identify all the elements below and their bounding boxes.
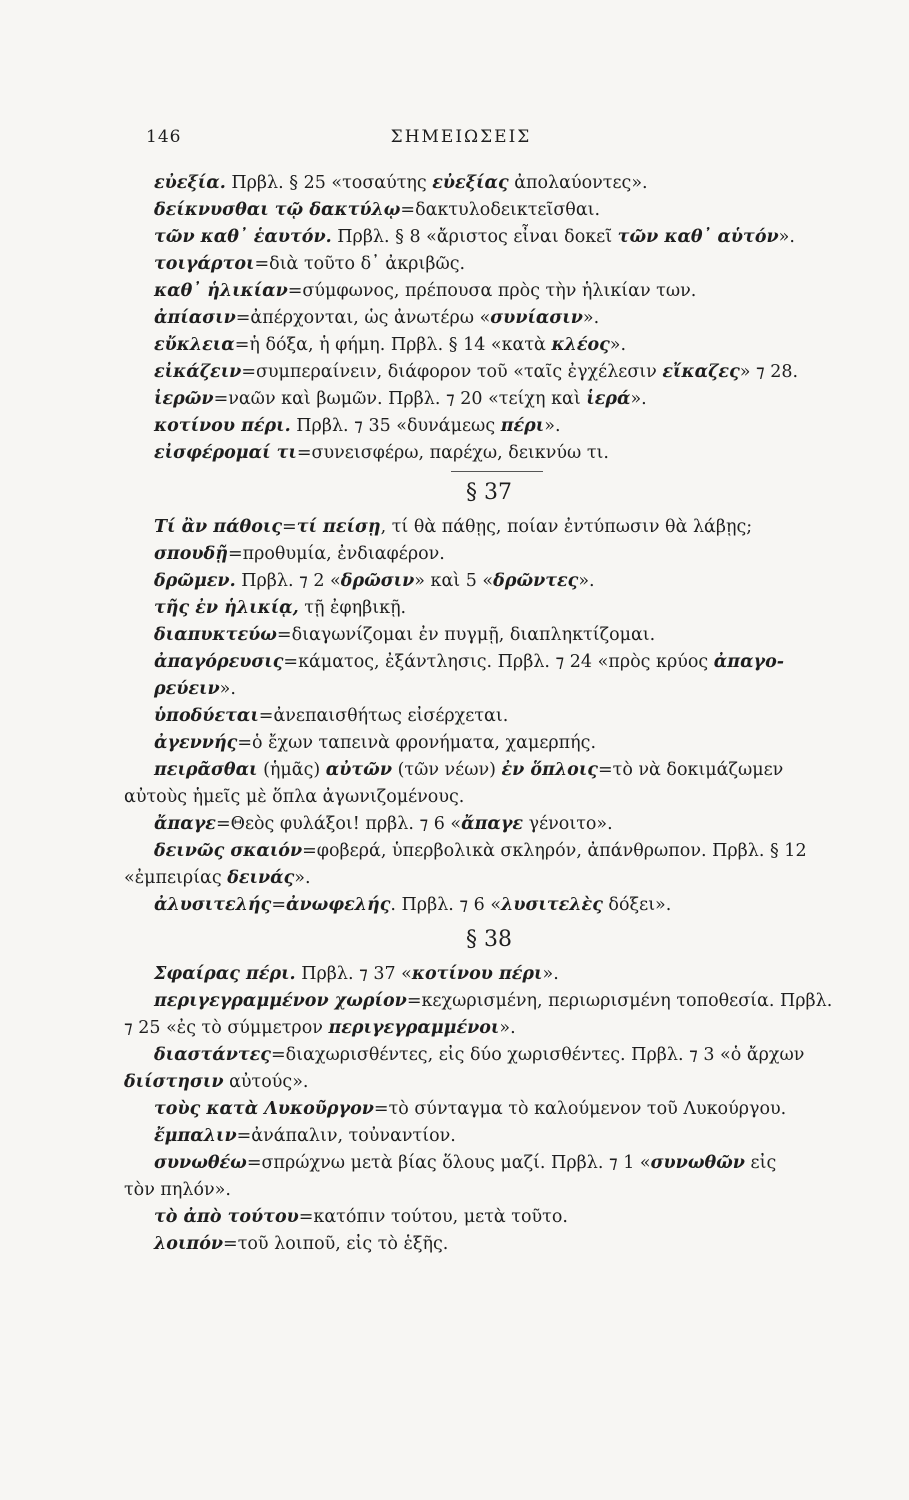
note-line — [154, 224, 879, 251]
note-line — [154, 413, 879, 440]
lemma-term: ἐν ὅπλοις — [501, 760, 598, 780]
gloss-text: εἰς — [744, 1153, 777, 1173]
lemma-term: διίστησιν — [124, 1072, 224, 1092]
gloss-text: =διὰ τοῦτο δ᾽ ἀκριβῶς. — [254, 254, 466, 274]
gloss-text: ». — [630, 389, 647, 409]
gloss-text: ». — [542, 964, 559, 984]
lemma-term: δεινάς — [227, 868, 295, 888]
lemma-term: ἀπαγο- — [713, 652, 785, 672]
lemma-term: δεινῶς σκαιόν — [154, 841, 303, 861]
gloss-text: Πρβλ. § 25 «τοσαύτης — [225, 173, 433, 193]
gloss-text: = — [271, 895, 286, 915]
gloss-text: =συμπεραίνειν, διάφορον τοῦ «ταῖς ἐγχέλεσιν — [241, 362, 663, 382]
lemma-term: πειρᾶσθαι — [154, 760, 258, 780]
gloss-text: =διαγωνίζομαι ἐν πυγμῇ, διαπληκτίζομαι. — [276, 625, 656, 645]
lemma-term: ἀλυσιτελής — [154, 895, 272, 915]
lemma-term: συνωθῶν — [650, 1153, 745, 1173]
note-line — [124, 1015, 879, 1042]
gloss-text: δόξει». — [602, 895, 672, 915]
gloss-text: ». — [578, 571, 595, 591]
note-line — [154, 359, 879, 386]
gloss-text: =Θεὸς φυλάξοι! πρβλ. ⁊ 6 « — [215, 814, 462, 834]
gloss-text: =ἡ δόξα, ἡ φήμη. Πρβλ. § 14 «κατὰ — [234, 335, 552, 355]
lemma-term: αὐτῶν — [325, 760, 392, 780]
gloss-text: =ὁ ἔχων ταπεινὰ φρονήματα, χαμερπής. — [237, 733, 597, 753]
gloss-text: «ἐμπειρίας — [124, 868, 228, 888]
gloss-text: (τῶν νέων) — [392, 760, 502, 780]
gloss-text: =διαχωρισθέντες, εἰς δύο χωρισθέντες. Πρβλ. ⁊ 3 «ὁ ἄρχων — [270, 1045, 805, 1065]
notes-block-38 — [124, 961, 879, 1258]
note-line — [154, 170, 879, 197]
note-line — [154, 1150, 879, 1177]
gloss-text: =κεχωρισμένη, περιωρισμένη τοποθεσία. Πρβλ. — [406, 991, 833, 1011]
note-line — [154, 961, 879, 988]
lemma-term: ρεύειν — [154, 679, 220, 699]
gloss-text: » καὶ 5 « — [414, 571, 494, 591]
gloss-text: ». — [294, 868, 311, 888]
gloss-text: ἀπολαύοντες». — [508, 173, 648, 193]
note-line — [154, 278, 879, 305]
gloss-text: (ἡμᾶς) — [257, 760, 326, 780]
lemma-term: κοτίνου πέρι — [411, 964, 543, 984]
note-line — [154, 440, 879, 467]
lemma-term: εἰκάζειν — [154, 362, 242, 382]
note-line — [154, 676, 879, 703]
gloss-text: =σπρώχνω μετὰ βίας ὅλους μαζί. Πρβλ. ⁊ 1 « — [246, 1153, 651, 1173]
note-line — [154, 251, 879, 278]
lemma-term: καθ᾽ ἡλικίαν — [154, 281, 288, 301]
gloss-text: =ἀνάπαλιν, τοὐναντίον. — [236, 1126, 456, 1146]
lemma-term: ἀπαγόρευσις — [154, 652, 284, 672]
lemma-term: πέρι — [500, 416, 545, 436]
lemma-term: ἀγεννής — [154, 733, 238, 753]
gloss-text: αὐτοὺς ἡμεῖς μὲ ὅπλα ἀγωνιζομένους. — [124, 787, 465, 807]
lemma-term: διαπυκτεύω — [154, 625, 277, 645]
gloss-text: =κατόπιν τούτου, μετὰ τοῦτο. — [298, 1207, 568, 1227]
note-line — [154, 541, 879, 568]
gloss-text: . Πρβλ. ⁊ 6 « — [390, 895, 502, 915]
lemma-term: εἰσφέρομαί τι — [154, 443, 297, 463]
gloss-text: ». — [582, 308, 600, 328]
note-line — [154, 1042, 879, 1069]
gloss-text: ». — [499, 1018, 516, 1038]
gloss-text: =σύμφωνος, πρέπουσα πρὸς τὴν ἡλικίαν των. — [287, 281, 697, 301]
gloss-text: αὐτούς». — [223, 1072, 309, 1092]
page-number: 146 — [146, 127, 182, 147]
gloss-text: Πρβλ. ⁊ 37 « — [295, 964, 412, 984]
gloss-text: =συνεισφέρω, παρέχω, δεικνύω τι. — [296, 443, 609, 463]
note-line — [154, 703, 879, 730]
note-line — [154, 332, 879, 359]
note-line — [124, 865, 879, 892]
gloss-text: Πρβλ. ⁊ 2 « — [235, 571, 341, 591]
gloss-text: =ναῶν καὶ βωμῶν. Πρβλ. ⁊ 20 «τείχη καὶ — [213, 389, 587, 409]
gloss-text: ». — [609, 335, 627, 355]
gloss-text: ». — [778, 227, 795, 247]
page-header — [146, 127, 776, 155]
lemma-term: Σφαίρας πέρι. — [154, 964, 296, 984]
lemma-term: τί πείσῃ — [296, 517, 381, 537]
note-line — [154, 595, 879, 622]
gloss-text: =φοβερά, ὑπερβολικὰ σκληρόν, ἀπάνθρωπον. Πρβλ. § 12 — [302, 841, 807, 861]
note-line — [124, 1069, 879, 1096]
gloss-text: » ⁊ 28. — [739, 362, 799, 382]
lemma-term: ἄπαγε — [461, 814, 524, 834]
note-line — [124, 1177, 879, 1204]
section-heading-37: § 37 — [466, 480, 512, 505]
lemma-term: κλέος — [551, 335, 610, 355]
gloss-text: τὸν πηλόν». — [124, 1180, 231, 1200]
lemma-term: ἄπαγε — [154, 814, 216, 834]
note-line — [154, 838, 879, 865]
gloss-text: γένοιτο». — [523, 814, 613, 834]
gloss-text: ». — [544, 416, 561, 436]
note-line — [154, 1231, 879, 1258]
gloss-text: ⁊ 25 «ἐς τὸ σύμμετρον — [124, 1018, 329, 1038]
lemma-term: δρῶσιν — [340, 571, 415, 591]
lemma-term: εὔκλεια — [154, 335, 235, 355]
gloss-text: Πρβλ. ⁊ 35 «δυνάμεως — [290, 416, 501, 436]
note-line — [124, 784, 879, 811]
lemma-term: Τί ἂν πάθοις — [154, 517, 283, 537]
lemma-term: περιγεγραμμένον χωρίον — [154, 991, 407, 1011]
lemma-term: διαστάντες — [154, 1045, 271, 1065]
lemma-term: τῆς ἐν ἡλικίᾳ, — [154, 598, 299, 618]
gloss-text: =ἀπέρχονται, ὡς ἀνωτέρω « — [235, 308, 491, 328]
lemma-term: ἱερά — [586, 389, 631, 409]
gloss-text: =τὸ σύνταγμα τὸ καλούμενον τοῦ Λυκούργου. — [373, 1099, 787, 1119]
note-line — [154, 988, 879, 1015]
gloss-text: =προθυμία, ἐνδιαφέρον. — [227, 544, 445, 564]
lemma-term: δρῶντες — [493, 571, 579, 591]
note-line — [154, 197, 879, 224]
note-line — [154, 386, 879, 413]
gloss-text: =ἀνεπαισθήτως εἰσέρχεται. — [258, 706, 509, 726]
note-line — [154, 1204, 879, 1231]
gloss-text: τῇ ἐφηβικῇ. — [298, 598, 407, 618]
lemma-term: τοιγάρτοι — [154, 254, 255, 274]
notes-block-37 — [124, 514, 879, 919]
lemma-term: τῶν καθ᾽ ἑαυτόν. — [154, 227, 332, 247]
note-line — [154, 757, 879, 784]
lemma-term: ἔμπαλιν — [154, 1126, 237, 1146]
lemma-term: τῶν καθ᾽ αὑτόν — [617, 227, 779, 247]
note-line — [154, 811, 879, 838]
lemma-term: τοὺς κατὰ Λυκοῦργον — [154, 1099, 374, 1119]
notes-block-36 — [154, 170, 879, 467]
section-heading-38: § 38 — [466, 927, 512, 952]
lemma-term: συνωθέω — [154, 1153, 247, 1173]
lemma-term: εὐεξία. — [154, 173, 226, 193]
gloss-text: =δακτυλοδεικτεῖσθαι. — [400, 200, 601, 220]
note-line — [154, 649, 879, 676]
gloss-text: =κάματος, ἐξάντλησις. Πρβλ. ⁊ 24 «πρὸς κρύος — [283, 652, 714, 672]
lemma-term: τὸ ἀπὸ τούτου — [154, 1207, 299, 1227]
note-line — [154, 730, 879, 757]
note-line — [154, 305, 879, 332]
lemma-term: εἴκαζες — [662, 362, 740, 382]
gloss-text: Πρβλ. § 8 «ἄριστος εἶναι δοκεῖ — [331, 227, 618, 247]
note-line — [154, 892, 879, 919]
lemma-term: κοτίνου πέρι. — [154, 416, 291, 436]
gloss-text: = — [282, 517, 297, 537]
lemma-term: εὐεξίας — [432, 173, 509, 193]
lemma-term: λοιπόν — [154, 1234, 224, 1254]
note-line — [154, 622, 879, 649]
notes-body — [124, 170, 879, 1258]
note-line — [154, 568, 879, 595]
running-title: ΣΗΜΕΙΩΣΕΙΣ — [390, 127, 532, 147]
gloss-text: =τοῦ λοιποῦ, εἰς τὸ ἑξῆς. — [223, 1234, 449, 1254]
note-line — [154, 1096, 879, 1123]
note-line — [154, 514, 879, 541]
gloss-text: , τί θὰ πάθῃς, ποίαν ἐντύπωσιν θὰ λάβῃς; — [380, 517, 753, 537]
lemma-term: δείκνυσθαι τῷ δακτύλῳ — [154, 200, 401, 220]
lemma-term: ἀνωφελής — [286, 895, 391, 915]
lemma-term: ἱερῶν — [154, 389, 214, 409]
lemma-term: ἀπίασιν — [154, 308, 236, 328]
gloss-text: ». — [219, 679, 236, 699]
gloss-text: =τὸ νὰ δοκιμάζωμεν — [597, 760, 784, 780]
lemma-term: συνίασιν — [490, 308, 583, 328]
lemma-term: σπουδῇ — [154, 544, 228, 564]
lemma-term: περιγεγραμμένοι — [328, 1018, 500, 1038]
lemma-term: ὑποδύεται — [154, 706, 259, 726]
lemma-term: λυσιτελὲς — [501, 895, 603, 915]
lemma-term: δρῶμεν. — [154, 571, 236, 591]
note-line — [154, 1123, 879, 1150]
